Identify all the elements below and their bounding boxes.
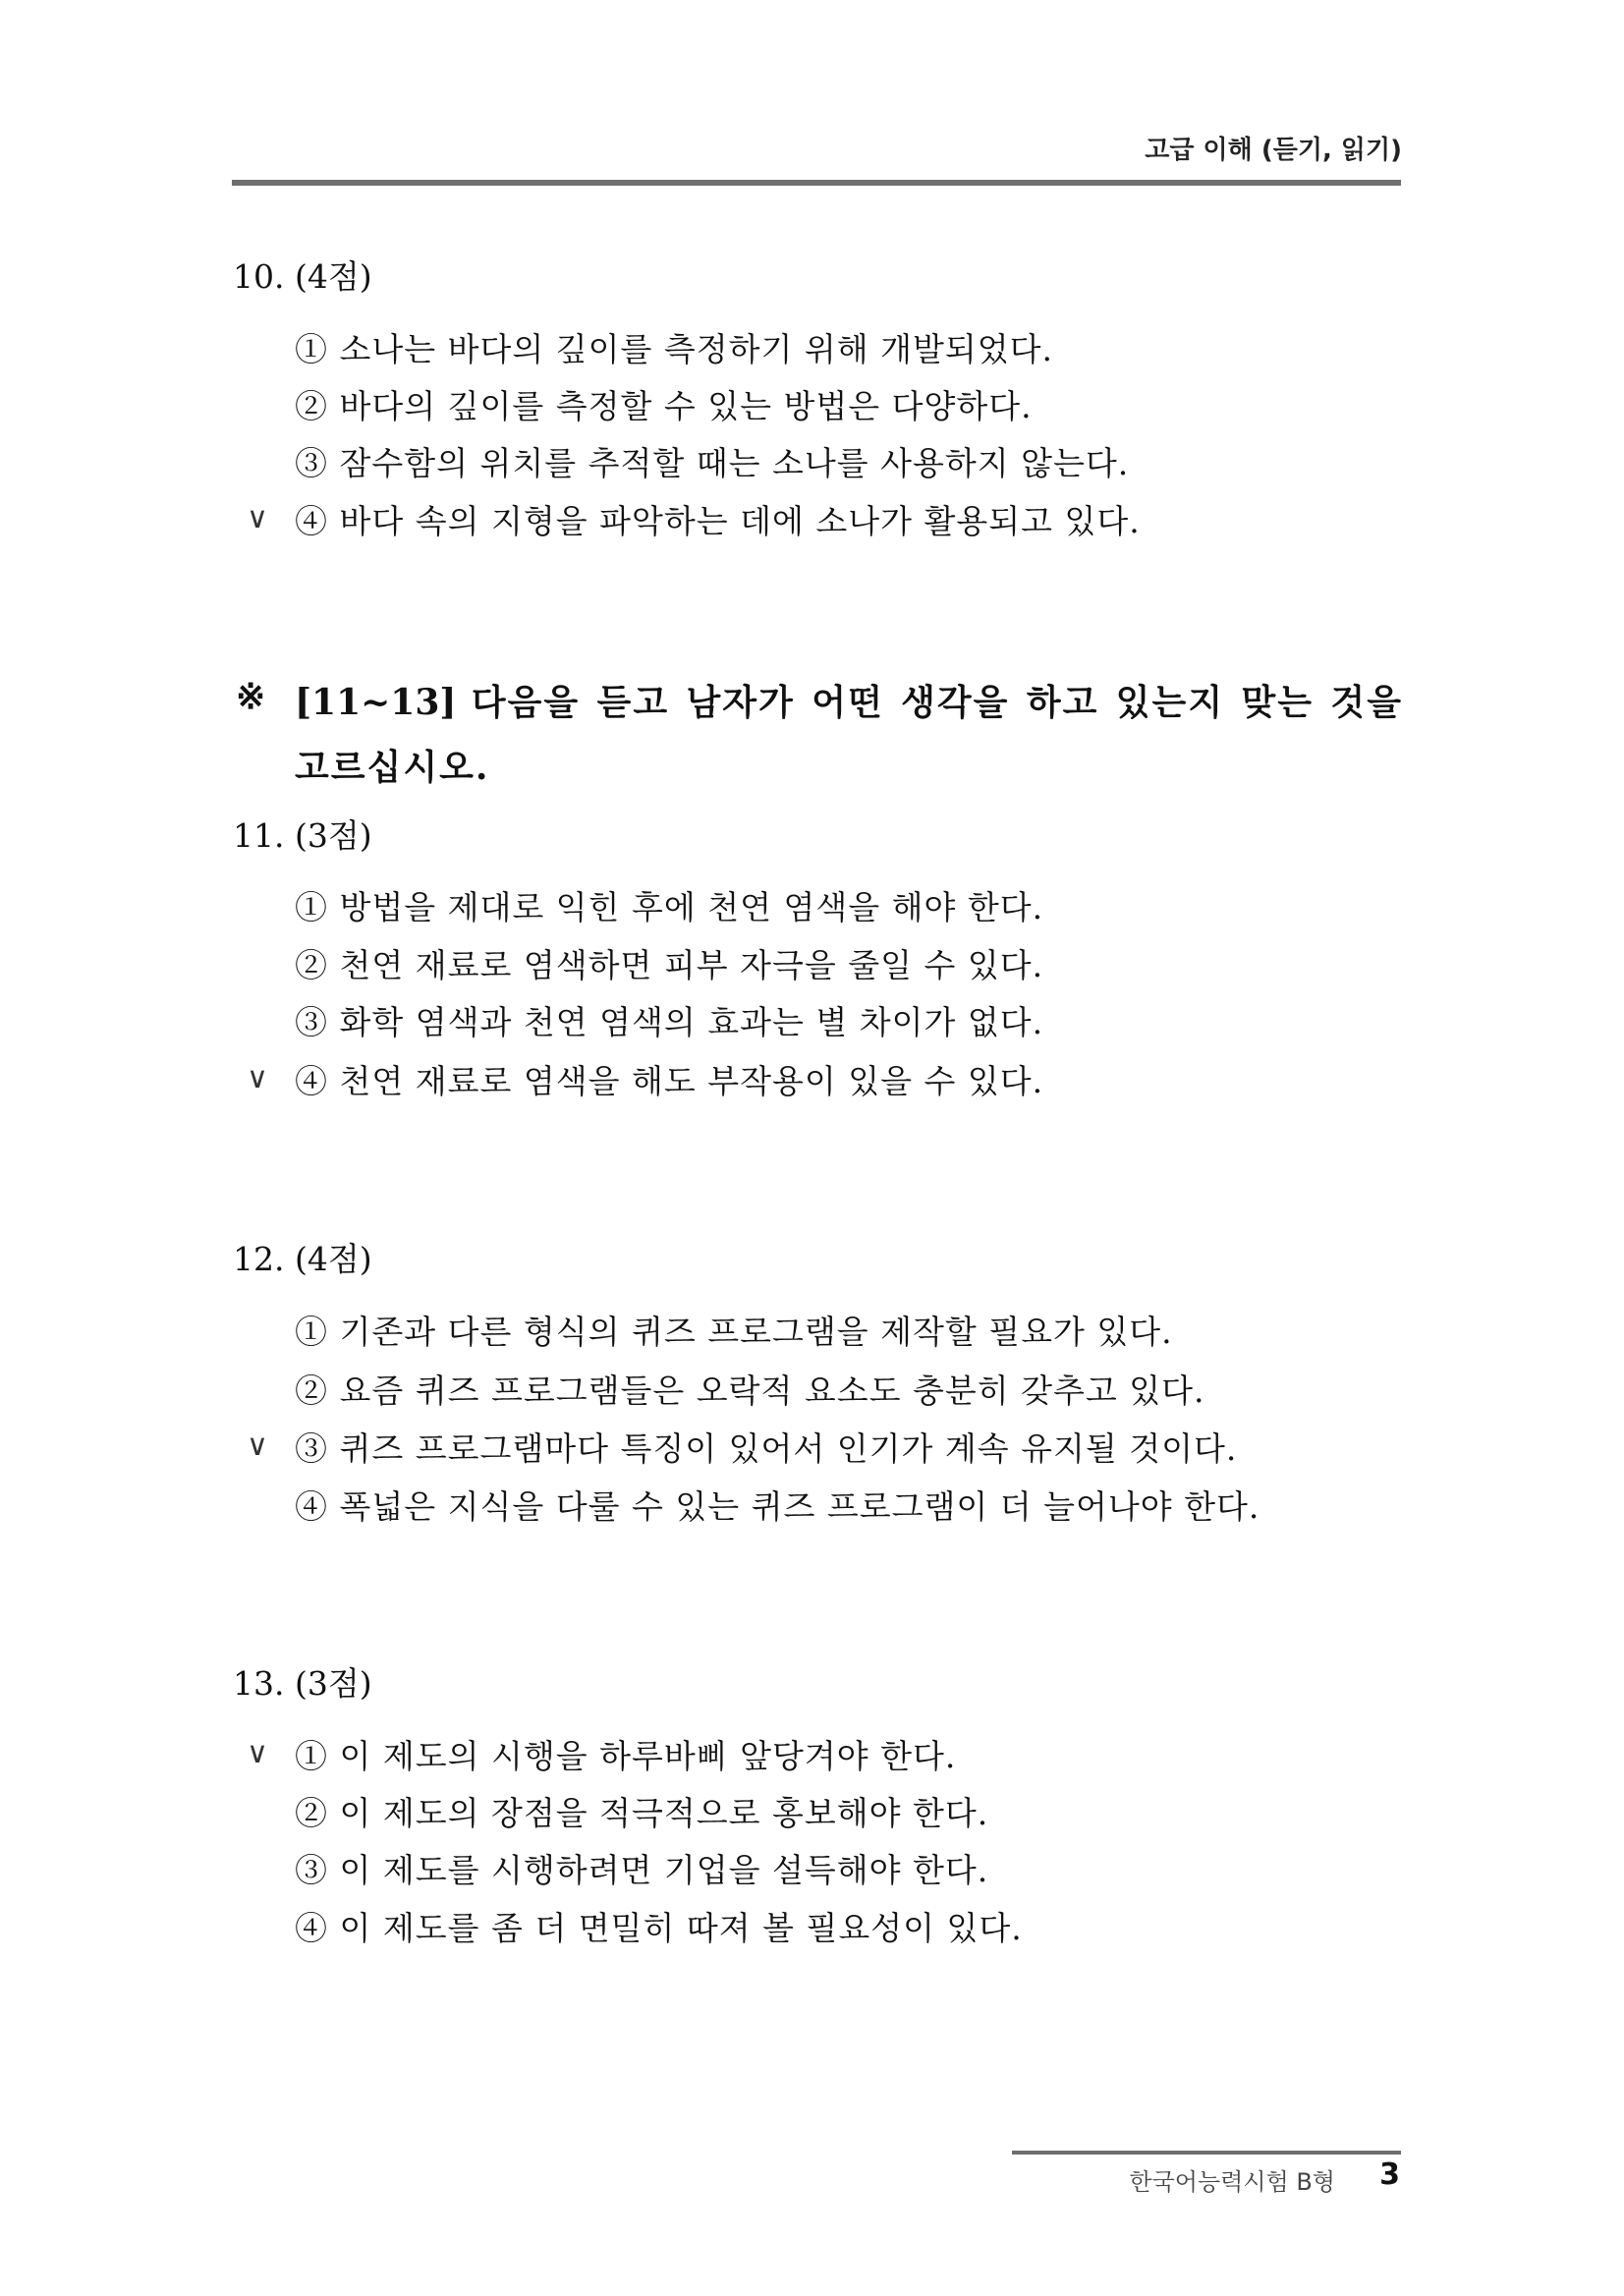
question-10-header <box>233 252 372 298</box>
header-divider <box>232 180 1401 186</box>
question-13-option-3: ③ 이 제도를 시행하려면 기업을 설득해야 한다. <box>295 1851 989 1889</box>
instruction-text: 다음을 듣고 남자가 어떤 생각을 하고 있는지 맞는 것을 고르십시오. <box>295 682 1403 788</box>
footer-exam-label: 한국어능력시험 B형 <box>1129 2168 1335 2196</box>
question-11-option-2: ② 천연 재료로 염색하면 피부 자극을 줄일 수 있다. <box>295 946 1044 984</box>
question-11-option-3: ③ 화학 염색과 천연 염색의 효과는 별 차이가 없다. <box>295 1003 1044 1041</box>
question-13-option-1: ① 이 제도의 시행을 하루바삐 앞당겨야 한다. <box>295 1737 957 1775</box>
question-12-option-4: ④ 폭넓은 지식을 다룰 수 있는 퀴즈 프로그램이 더 늘어나야 한다. <box>295 1487 1260 1526</box>
question-11-answer-check-icon: ∨ <box>247 1061 268 1095</box>
question-points: (4점) <box>294 1240 372 1278</box>
question-12-option-1: ① 기존과 다른 형식의 퀴즈 프로그램을 제작할 필요가 있다. <box>295 1313 1173 1351</box>
question-10-option-4: ④ 바다 속의 지형을 파악하는 데에 소나가 활용되고 있다. <box>295 502 1141 540</box>
question-number: 10. <box>233 257 285 296</box>
question-number: 13. <box>233 1664 285 1703</box>
question-12-option-3: ③ 퀴즈 프로그램마다 특징이 있어서 인기가 계속 유지될 것이다. <box>295 1429 1238 1468</box>
question-10-answer-check-icon: ∨ <box>247 501 268 535</box>
question-points: (4점) <box>294 257 372 296</box>
question-11-header <box>233 811 372 857</box>
instruction-range: [11~13] <box>295 682 457 723</box>
page-header-title: 고급 이해 (듣기, 읽기) <box>1145 136 1402 165</box>
question-11-option-4: ④ 천연 재료로 염색을 해도 부작용이 있을 수 있다. <box>295 1062 1044 1100</box>
question-12-option-2: ② 요즘 퀴즈 프로그램들은 오락적 요소도 충분히 갖추고 있다. <box>295 1372 1205 1410</box>
question-points: (3점) <box>294 816 372 855</box>
question-10-option-3: ③ 잠수함의 위치를 추적할 때는 소나를 사용하지 않는다. <box>295 444 1130 482</box>
question-10-option-2: ② 바다의 깊이를 측정할 수 있는 방법은 다양하다. <box>295 387 1033 425</box>
question-points: (3점) <box>294 1664 372 1703</box>
question-13-option-4: ④ 이 제도를 좀 더 면밀히 따져 볼 필요성이 있다. <box>295 1909 1023 1947</box>
instruction <box>295 670 1403 800</box>
instruction-mark: ※ <box>236 676 266 717</box>
question-12-header <box>233 1234 372 1280</box>
question-number: 12. <box>233 1240 285 1278</box>
footer-divider <box>1012 2151 1401 2155</box>
question-number: 11. <box>233 816 285 855</box>
question-13-option-2: ② 이 제도의 장점을 적극적으로 홍보해야 한다. <box>295 1794 989 1832</box>
question-12-answer-check-icon: ∨ <box>247 1428 268 1463</box>
question-13-answer-check-icon: ∨ <box>247 1736 268 1770</box>
question-11-option-1: ① 방법을 제대로 익힌 후에 천연 염색을 해야 한다. <box>295 888 1044 926</box>
question-10-option-1: ① 소나는 바다의 깊이를 측정하기 위해 개발되었다. <box>295 330 1053 368</box>
page-number: 3 <box>1379 2157 1400 2192</box>
question-13-header <box>233 1658 372 1705</box>
